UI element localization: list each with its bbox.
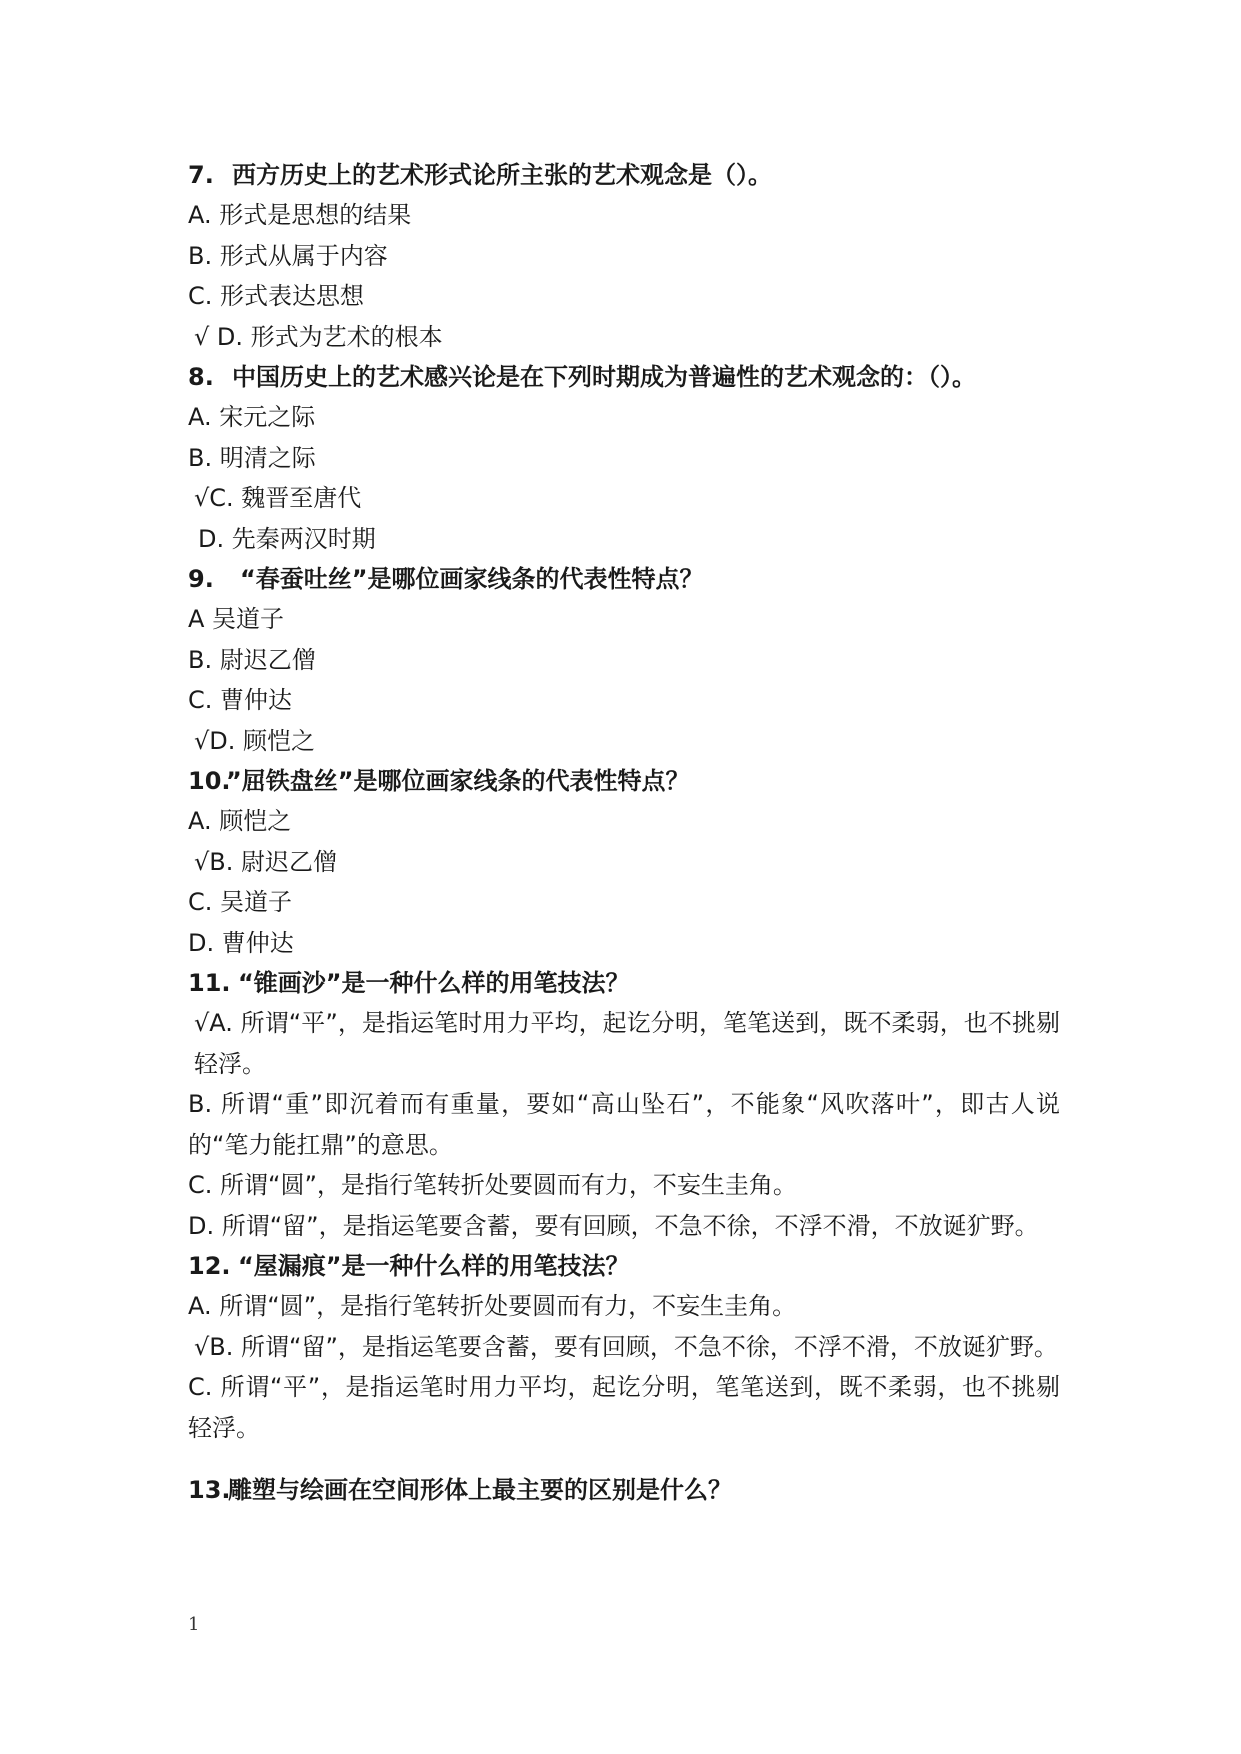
option-c: C. 所谓“平”，是指运笔时用力平均，起讫分明，笔笔送到，既不柔弱，也不挑剔轻浮。	[188, 1373, 1060, 1442]
option-a-correct: √A. 所谓“平”，是指运笔时用力平均，起讫分明，笔笔送到，既不柔弱，也不挑剔轻浮。	[194, 1009, 1060, 1078]
option-a: A. 宋元之际	[188, 403, 316, 431]
question-number: 11.	[188, 969, 231, 997]
question-10	[188, 761, 1060, 801]
document-content	[188, 155, 1060, 1510]
question-number: 12.	[188, 1252, 231, 1280]
question-12	[188, 1246, 1060, 1286]
option-c: C. 吴道子	[188, 888, 293, 916]
question-number: 7.	[188, 161, 214, 189]
question-8	[188, 357, 1060, 397]
option-c: C. 所谓“圆”，是指行笔转折处要圆而有力，不妄生圭角。	[188, 1171, 797, 1199]
question-text: 雕塑与绘画在空间形体上最主要的区别是什么？	[228, 1476, 732, 1504]
option-a: A. 顾恺之	[188, 807, 292, 835]
option-b: B. 尉迟乙僧	[188, 645, 316, 674]
question-11	[188, 963, 1060, 1003]
option-b: B. 明清之际	[188, 443, 316, 472]
option-b: B. 所谓“重”即沉着而有重量，要如“高山坠石”，不能象“风吹落叶”，即古人说的“笔力能扛鼎”的意思。	[188, 1090, 1060, 1159]
option-a: A. 所谓“圆”，是指行笔转折处要圆而有力，不妄生圭角。	[188, 1292, 797, 1320]
question-text: “锥画沙”是一种什么样的用笔技法？	[238, 969, 630, 997]
option-d: D. 先秦两汉时期	[198, 524, 376, 553]
spacer	[188, 1448, 1060, 1470]
question-text: “春蚕吐丝”是哪位画家线条的代表性特点？	[240, 565, 704, 593]
option-c-correct: √C. 魏晋至唐代	[194, 484, 362, 512]
question-number: 13.	[188, 1476, 231, 1504]
option-c: C. 形式表达思想	[188, 282, 365, 310]
option-b-correct: √B. 所谓“留”，是指运笔要含蓄，要有回顾，不急不徐，不浮不滑，不放诞犷野。	[194, 1332, 1058, 1361]
page-number: 1	[188, 1614, 200, 1635]
option-d: D. 曹仲达	[188, 928, 294, 957]
option-d-correct: √ D. 形式为艺术的根本	[194, 322, 443, 351]
option-a: A 吴道子	[188, 605, 285, 633]
question-13	[188, 1470, 1060, 1510]
question-number: 9.	[188, 565, 214, 593]
question-text: 中国历史上的艺术感兴论是在下列时期成为普遍性的艺术观念的：（）。	[232, 363, 976, 391]
option-c: C. 曹仲达	[188, 686, 293, 714]
question-number: 8.	[188, 363, 214, 391]
option-b: B. 形式从属于内容	[188, 241, 388, 270]
question-text: ”屈铁盘丝”是哪位画家线条的代表性特点？	[226, 767, 690, 795]
question-text: “屋漏痕”是一种什么样的用笔技法？	[238, 1252, 630, 1280]
option-a: A. 形式是思想的结果	[188, 201, 412, 229]
question-number: 10.	[188, 767, 231, 795]
option-b-correct: √B. 尉迟乙僧	[194, 847, 338, 876]
question-9	[188, 559, 1060, 599]
question-7	[188, 155, 1060, 195]
option-d: D. 所谓“留”，是指运笔要含蓄，要有回顾，不急不徐，不浮不滑，不放诞犷野。	[188, 1211, 1039, 1240]
option-d-correct: √D. 顾恺之	[194, 726, 316, 755]
question-text: 西方历史上的艺术形式论所主张的艺术观念是（）。	[232, 161, 772, 189]
